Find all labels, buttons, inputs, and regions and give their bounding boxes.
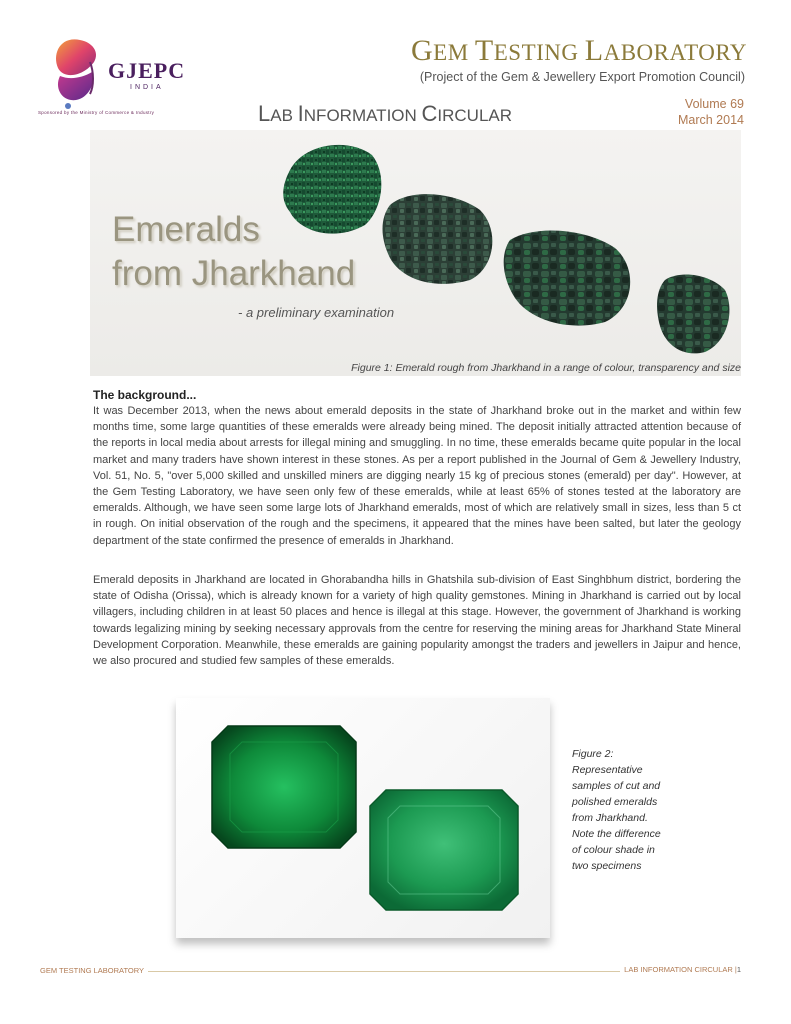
hero-title-line: from Jharkhand bbox=[112, 254, 356, 293]
caption-line: polished emeralds bbox=[572, 796, 658, 808]
caption-line: Figure 2: bbox=[572, 748, 614, 760]
hero-subtitle: - a preliminary examination bbox=[238, 305, 395, 320]
volume-number: Volume 69 bbox=[684, 97, 744, 111]
paragraph: It was December 2013, when the news about emerald deposits in the state of Jharkhand broke out in the market and within few months time, some large quantities of these emeralds were already being mined. The deposit initially attracted attention because of the reports in local media about arrests for illegal mining and smuggling. In no time, these emeralds became quite popular in the local market and many traders have shown interest in these stones. As per a report published in the Journal of Gem & Jewellery Industry, Vol. 51, No. 5, "over 5,000 skilled and unskilled miners are digging nearly 15 kg of precious stones (emerald) per day". However, at the Gem Testing Laboratory, we have seen only few of these emeralds, while at least 65% of stones tested at the laboratory are emeralds. Although, we have seen some large lots of Jharkhand emeralds, most of which are relatively small in sizes, less than 5 ct in rough. On initial observation of the rough and the specimens, it appeared that the mines have been salted, but later the geology department of the state confirmed the presence of emeralds in Jharkhand. bbox=[93, 405, 741, 547]
circular-part: NFORMATION bbox=[303, 106, 422, 125]
hero-title bbox=[112, 208, 355, 296]
title-part: ABORATORY bbox=[603, 40, 747, 65]
caption-line: Representative bbox=[572, 764, 643, 776]
circular-title bbox=[258, 101, 512, 127]
circular-part: L bbox=[258, 101, 271, 126]
figure2-image bbox=[176, 698, 550, 938]
caption-line: of colour shade in bbox=[572, 844, 655, 856]
footer-right bbox=[620, 965, 741, 974]
title-part: ESTING bbox=[493, 40, 585, 65]
cut-emeralds-photo bbox=[176, 698, 550, 938]
circular-part: C bbox=[421, 101, 438, 126]
page-subtitle: (Project of the Gem & Jewellery Export Promotion Council) bbox=[419, 70, 745, 84]
footer-left: GEM TESTING LABORATORY bbox=[40, 966, 148, 975]
footer-circular: LAB INFORMATION CIRCULAR | bbox=[624, 965, 737, 974]
section-heading: The background... bbox=[93, 388, 197, 402]
title-part: EM bbox=[433, 40, 475, 65]
caption-line: two specimens bbox=[572, 860, 642, 872]
circular-part: IRCULAR bbox=[437, 106, 513, 125]
issue-info bbox=[678, 96, 744, 128]
logo-sponsor: Sponsored by the Ministry of Commerce & Industry bbox=[38, 110, 155, 115]
page-title bbox=[411, 34, 747, 68]
page-number: 1 bbox=[736, 965, 741, 974]
circular-part: AB bbox=[270, 106, 298, 125]
hero-title-line: Emeralds bbox=[112, 210, 260, 249]
logo-name: GJEPC bbox=[108, 58, 186, 83]
paragraph: Emerald deposits in Jharkhand are located in Ghorabandha hills in Ghatshila sub-division of East Singhbhum district, bordering the state of Odisha (Orissa), which is already known for a variety of high quality gemstones. Mining in Jharkhand is carried out by local villagers, including children in at least 50 places and hence is illegal at this stage. However, the government of Jharkhand is working towards legalizing mining by seeking necessary approvals from the centre for reserving the mining areas for Jharkhand State Mineral Development Corporation. Meanwhile, these emeralds are gaining popularity amongst the traders and jewellers in Jaipur and hence, we also procured and studied few samples of these emeralds. bbox=[93, 574, 741, 668]
title-part: L bbox=[584, 34, 604, 67]
figure1-caption: Figure 1: Emerald rough from Jharkhand in a range of colour, transparency and size bbox=[351, 362, 741, 374]
logo-country: INDIA bbox=[130, 84, 164, 91]
title-part: T bbox=[474, 34, 494, 67]
title-part: G bbox=[411, 34, 434, 67]
caption-line: from Jharkhand. bbox=[572, 812, 648, 824]
issue-date: March 2014 bbox=[677, 113, 744, 127]
figure2-caption bbox=[572, 746, 672, 874]
caption-line: samples of cut and bbox=[572, 780, 661, 792]
caption-line: Note the difference bbox=[572, 828, 661, 840]
circular-part: I bbox=[297, 101, 304, 126]
